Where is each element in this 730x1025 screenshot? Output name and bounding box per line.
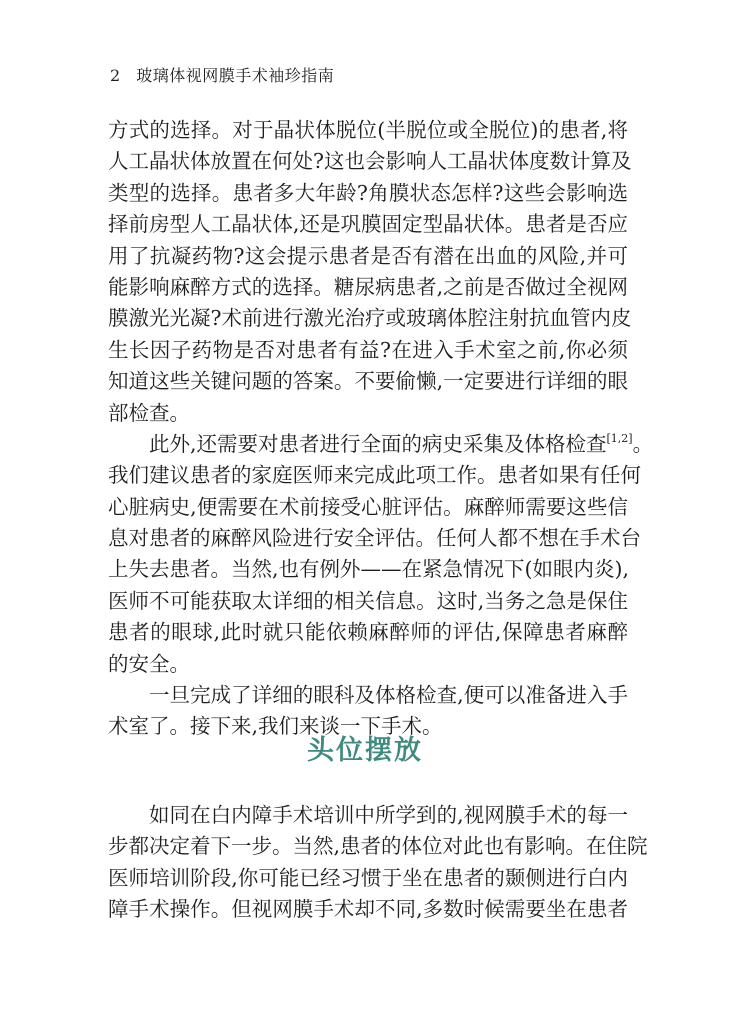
section-text-block	[108, 800, 648, 926]
paragraph-first-line	[108, 429, 654, 460]
paragraph-first-line: 如同在白内障手术培训中所学到的,视网膜手术的每一	[149, 803, 628, 827]
paragraph-first-line: 一旦完成了详细的眼科及体格检查,便可以准备进入手	[149, 683, 628, 708]
section-heading: 头位摆放	[307, 735, 423, 766]
main-text-block	[108, 115, 654, 743]
text-run: 此外,还需要对患者进行全面的病史采集及体格检查	[149, 431, 607, 456]
text-line: 患者的眼球,此时就只能依赖麻醉师的评估,保障患者麻醉	[108, 620, 628, 645]
citation-marker: [1,2]	[606, 431, 633, 445]
text-line: 障手术操作。但视网膜手术却不同,多数时候需要坐在患者	[108, 897, 628, 922]
text-line: 我们建议患者的家庭医师来完成此项工作。患者如果有任何	[108, 463, 641, 488]
text-line: 膜激光光凝?术前进行激光治疗或玻璃体腔注射抗血管内皮	[108, 306, 632, 331]
text-line: 上失去患者。当然,也有例外——在紧急情况下(如眼内炎),	[108, 557, 630, 582]
running-header	[110, 66, 334, 86]
text-line: 能影响麻醉方式的选择。糖尿病患者,之前是否做过全视网	[108, 274, 628, 299]
text-line: 人工晶状体放置在何处?这也会影响人工晶状体度数计算及	[108, 149, 632, 174]
text-line: 方式的选择。对于晶状体脱位(半脱位或全脱位)的患者,将	[108, 118, 628, 142]
text-line: 择前房型人工晶状体,还是巩膜固定型晶状体。患者是否应	[108, 212, 628, 237]
book-title: 玻璃体视网膜手术袖珍指南	[136, 66, 335, 85]
text-line: 生长因子药物是否对患者有益?在进入手术室之前,你必须	[108, 337, 628, 362]
text-line: 的安全。	[108, 651, 190, 676]
text-line: 息对患者的麻醉风险进行安全评估。任何人都不想在手术台	[108, 526, 641, 551]
text-line: 用了抗凝药物?这会提示患者是否有潜在出血的风险,并可	[108, 243, 628, 268]
page-number: 2	[110, 66, 121, 85]
text-line: 心脏病史,便需要在术前接受心脏评估。麻醉师需要这些信	[108, 494, 628, 519]
text-line: 术室了。接下来,我们来谈一下手术。	[108, 714, 443, 739]
text-line: 类型的选择。患者多大年龄?角膜状态怎样?这些会影响选	[108, 180, 628, 205]
text-line: 步都决定着下一步。当然,患者的体位对此也有影响。在住院	[108, 834, 648, 859]
text-line: 部检查。	[108, 400, 190, 425]
text-line: 医师不可能获取太详细的相关信息。这时,当务之急是保住	[108, 588, 628, 613]
text-line: 知道这些关键问题的答案。不要偷懒,一定要进行详细的眼	[108, 369, 628, 394]
text-run: 。	[632, 431, 654, 456]
text-line: 医师培训阶段,你可能已经习惯于坐在患者的颞侧进行白内	[108, 865, 628, 890]
